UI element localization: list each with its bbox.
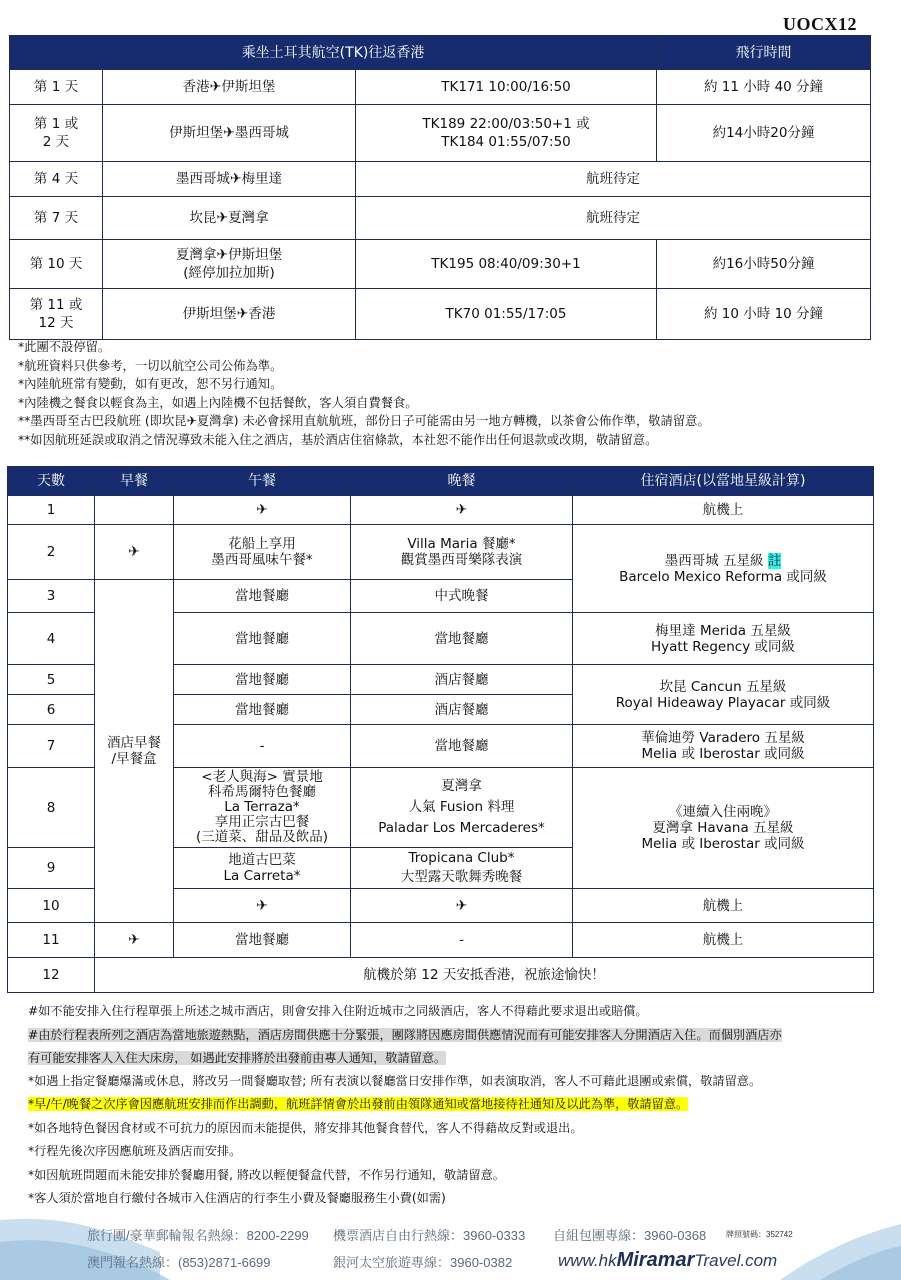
flight-row bbox=[10, 240, 871, 289]
plane-icon: ✈ bbox=[223, 125, 235, 141]
dinner-cell: 當地餐廳 bbox=[351, 725, 573, 768]
flight-number: TK189 22:00/03:50+1 或 TK184 01:55/07:50 bbox=[356, 105, 657, 162]
document-code: UOCX12 bbox=[783, 14, 857, 34]
plane-icon: ✈ bbox=[256, 502, 268, 518]
day-number: 2 bbox=[8, 525, 95, 580]
dinner-cell: Tropicana Club* 大型露天歌舞秀晚餐 bbox=[351, 848, 573, 889]
dinner-cell: 酒店餐廳 bbox=[351, 695, 573, 725]
lunch-cell: 花船上享用 墨西哥風味午餐* bbox=[174, 525, 351, 580]
day-number: 7 bbox=[8, 725, 95, 768]
note-line bbox=[28, 1093, 868, 1117]
flight-day: 第 11 或 12 天 bbox=[10, 289, 103, 340]
note-line: *此團不設停留。 bbox=[18, 340, 111, 354]
flight-time-header: 飛行時間 bbox=[657, 36, 871, 70]
lunch-cell: 當地餐廳 bbox=[174, 580, 351, 613]
lunch-cell: 地道古巴菜 La Carreta* bbox=[174, 848, 351, 889]
col-header-day: 天數 bbox=[8, 467, 95, 496]
note-line: **如因航班延誤或取消之情況導致未能入住之酒店，基於酒店住宿條款，本社恕不能作出任何退款或改期，敬請留意。 bbox=[18, 432, 658, 447]
flight-day: 第 7 天 bbox=[10, 197, 103, 240]
flight-duration: 約 10 小時 10 分鐘 bbox=[657, 289, 871, 340]
footer-hotline-macau: 澳門報名熱線：(853)2871-6699 bbox=[87, 1255, 271, 1270]
day-number: 1 bbox=[8, 496, 95, 525]
flight-day: 第 4 天 bbox=[10, 162, 103, 197]
plane-icon: ✈ bbox=[455, 897, 468, 914]
highlighted-note: *早/午/晚餐之次序會因應航班安排而作出調動，航班詳情會於出發前由領隊通知或當地接待社通知及以此為準，敬請留意。 bbox=[28, 1097, 689, 1111]
license-number: 牌照號碼：352742 bbox=[726, 1230, 793, 1239]
flight-row bbox=[10, 70, 871, 105]
plane-icon: ✈ bbox=[216, 210, 229, 226]
flight-duration: 約14小時20分鐘 bbox=[657, 105, 871, 162]
hotel-cell: 航機上 bbox=[573, 889, 874, 923]
col-header-dinner: 晚餐 bbox=[351, 467, 573, 496]
footer-hotline-fit: 機票酒店自由行熱線：3960-0333 bbox=[333, 1228, 526, 1243]
col-header-lunch: 午餐 bbox=[174, 467, 351, 496]
note-line: *行程先後次序因應航班及酒店而安排。 bbox=[28, 1144, 242, 1158]
flight-route: 夏灣拿✈伊斯坦堡 (經停加拉加斯) bbox=[103, 240, 356, 289]
footer bbox=[0, 1212, 901, 1280]
plane-icon: ✈ bbox=[236, 306, 249, 322]
plane-icon: ✈ bbox=[229, 171, 242, 187]
dinner-cell bbox=[351, 496, 573, 525]
hotel-cell: 坎昆 Cancun 五星級 Royal Hideaway Playacar 或同級 bbox=[573, 665, 874, 725]
flight-row bbox=[10, 197, 871, 240]
note-line: *如遇上指定餐廳爆滿或休息，將改另一間餐廳取替; 所有表演以餐廳當日安排作準，如表演取消，客人不可藉此退團或索償，敬請留意。 bbox=[28, 1073, 762, 1088]
table-row bbox=[8, 958, 874, 993]
hotel-cell: 梅里達 Merida 五星級 Hyatt Regency 或同級 bbox=[573, 613, 874, 665]
lunch-cell: 當地餐廳 bbox=[174, 613, 351, 665]
hotel-cell: 華倫迪勞 Varadero 五星級 Melia 或 Iberostar 或同級 bbox=[573, 725, 874, 768]
flight-schedule-table bbox=[9, 35, 871, 340]
flight-duration: 約16小時50分鐘 bbox=[657, 240, 871, 289]
flight-day: 第 1 或 2 天 bbox=[10, 105, 103, 162]
flight-number: TK195 08:40/09:30+1 bbox=[356, 240, 657, 289]
flight-number: TK171 10:00/16:50 bbox=[356, 70, 657, 105]
lunch-cell: - bbox=[174, 725, 351, 768]
dinner-cell: 夏灣拿 人氣 Fusion 料理 Paladar Los Mercaderes* bbox=[351, 768, 573, 848]
col-header-hotel: 住宿酒店(以當地星級計算) bbox=[573, 467, 874, 496]
table-row bbox=[8, 525, 874, 580]
day-number: 8 bbox=[8, 768, 95, 848]
breakfast-cell bbox=[95, 496, 174, 525]
note-line: **墨西哥至古巴段航班 (即坎昆✈夏灣拿) 未必會採用直航航班，部份日子可能需由另一地方轉機，以茶會公佈作準，敬請留意。 bbox=[18, 414, 710, 429]
terms-notes bbox=[28, 1000, 868, 1211]
dinner-cell: 當地餐廳 bbox=[351, 613, 573, 665]
note-line: *如各地特色餐因食材或不可抗力的原因而未能提供，將安排其他餐食替代，客人不得藉故反對或退出。 bbox=[28, 1120, 583, 1135]
breakfast-cell bbox=[95, 923, 174, 958]
flight-number: 航班待定 bbox=[356, 162, 871, 197]
flight-day: 第 1 天 bbox=[10, 70, 103, 105]
day-number: 6 bbox=[8, 695, 95, 725]
day-number: 5 bbox=[8, 665, 95, 695]
flight-route: 伊斯坦堡✈香港 bbox=[103, 289, 356, 340]
hotel-cell: 航機上 bbox=[573, 923, 874, 958]
lunch-cell: 當地餐廳 bbox=[174, 695, 351, 725]
table-row bbox=[8, 496, 874, 525]
dinner-cell: Villa Maria 餐廳* 觀賞墨西哥樂隊表演 bbox=[351, 525, 573, 580]
col-header-breakfast: 早餐 bbox=[95, 467, 174, 496]
footer-hotline-tour: 旅行團/豪華郵輪報名熱線：8200-2299 bbox=[87, 1228, 309, 1243]
lunch-cell: 當地餐廳 bbox=[174, 665, 351, 695]
note-line: *內陸航班常有變動，如有更改，恕不另行通知。 bbox=[18, 377, 283, 392]
website-logo[interactable]: www.hkMiramarTravel.com bbox=[558, 1249, 778, 1271]
note-line: #由於行程表所列之酒店為當地旅遊熱點，酒店房間供應十分緊張，團隊將因應房間供應情況而有可能安排客人分開酒店入住。而個別酒店亦 有可能安排客人入住大床房， 如遇此安排將於出發前由專人通知，敬請留意。 bbox=[28, 1027, 782, 1065]
flight-route: 坎昆✈夏灣拿 bbox=[103, 197, 356, 240]
flight-day: 第 10 天 bbox=[10, 240, 103, 289]
day-number: 9 bbox=[8, 848, 95, 889]
flight-notes bbox=[18, 338, 878, 450]
day-number: 10 bbox=[8, 889, 95, 923]
footer-hotline-private: 自組包團專線：3960-0368 bbox=[553, 1228, 707, 1243]
plane-icon: ✈ bbox=[216, 247, 229, 263]
flight-route: 墨西哥城✈梅里達 bbox=[103, 162, 356, 197]
breakfast-cell bbox=[95, 525, 174, 580]
flight-route: 香港✈伊斯坦堡 bbox=[103, 70, 356, 105]
day-number: 4 bbox=[8, 613, 95, 665]
plane-icon: ✈ bbox=[455, 502, 468, 518]
lunch-cell: 當地餐廳 bbox=[174, 923, 351, 958]
note-line: *客人須於當地自行繳付各城市入住酒店的行李生小費及餐廳服務生小費(如需) bbox=[28, 1191, 446, 1205]
table-row bbox=[8, 923, 874, 958]
dinner-cell: 酒店餐廳 bbox=[351, 665, 573, 695]
flight-number: TK70 01:55/17:05 bbox=[356, 289, 657, 340]
hotel-cell: 《連續入住兩晚》 夏灣拿 Havana 五星級 Melia 或 Iberostar 或同級 bbox=[573, 768, 874, 889]
flight-row bbox=[10, 162, 871, 197]
dinner-cell: 中式晚餐 bbox=[351, 580, 573, 613]
plane-icon: ✈ bbox=[256, 897, 268, 914]
footer-hotline-galaxy: 銀河太空旅遊專線：3960-0382 bbox=[333, 1255, 513, 1270]
flight-route-header: 乘坐土耳其航空(TK)往返香港 bbox=[10, 36, 657, 70]
flight-route: 伊斯坦堡✈墨西哥城 bbox=[103, 105, 356, 162]
hotel-cell: 墨西哥城 五星級 註 Barcelo Mexico Reforma 或同級 bbox=[573, 525, 874, 613]
note-line: *航班資料只供參考，一切以航空公司公佈為準。 bbox=[18, 358, 283, 373]
lunch-cell bbox=[174, 889, 351, 923]
breakfast-cell: 酒店早餐 /早餐盒 bbox=[95, 580, 174, 923]
plane-icon: ✈ bbox=[209, 79, 222, 95]
hotel-cell: 航機上 bbox=[573, 496, 874, 525]
note-line: *如因航班問題而未能安排於餐廳用餐, 將改以輕便餐盒代替，不作另行通知，敬請留意。 bbox=[28, 1167, 505, 1182]
plane-icon: ✈ bbox=[128, 932, 140, 948]
lunch-cell bbox=[174, 496, 351, 525]
note-line: #如不能安排入住行程單張上所述之城市酒店，則會安排入住附近城市之同級酒店，客人不得藉此要求退出或賠償。 bbox=[28, 1004, 648, 1018]
flight-number: 航班待定 bbox=[356, 197, 871, 240]
note-line: *內陸機之餐食以輕食為主，如遇上內陸機不包括餐飲，客人須自費餐食。 bbox=[18, 395, 418, 410]
flight-duration: 約 11 小時 40 分鐘 bbox=[657, 70, 871, 105]
dinner-cell bbox=[351, 889, 573, 923]
note-tag: 註 bbox=[767, 552, 782, 569]
day-number: 11 bbox=[8, 923, 95, 958]
day-number: 3 bbox=[8, 580, 95, 613]
flight-row bbox=[10, 289, 871, 340]
dinner-cell: - bbox=[351, 923, 573, 958]
plane-icon: ✈ bbox=[128, 544, 140, 560]
day-number: 12 bbox=[8, 958, 95, 993]
arrival-cell: 航機於第 12 天安抵香港，祝旅途愉快！ bbox=[95, 958, 874, 993]
meals-hotel-table bbox=[7, 466, 874, 993]
flight-row bbox=[10, 105, 871, 162]
lunch-cell: <老人與海> 實景地 科希馬爾特色餐廳 La Terraza* 享用正宗古巴餐 (三道菜、甜品及飲品) bbox=[174, 768, 351, 848]
